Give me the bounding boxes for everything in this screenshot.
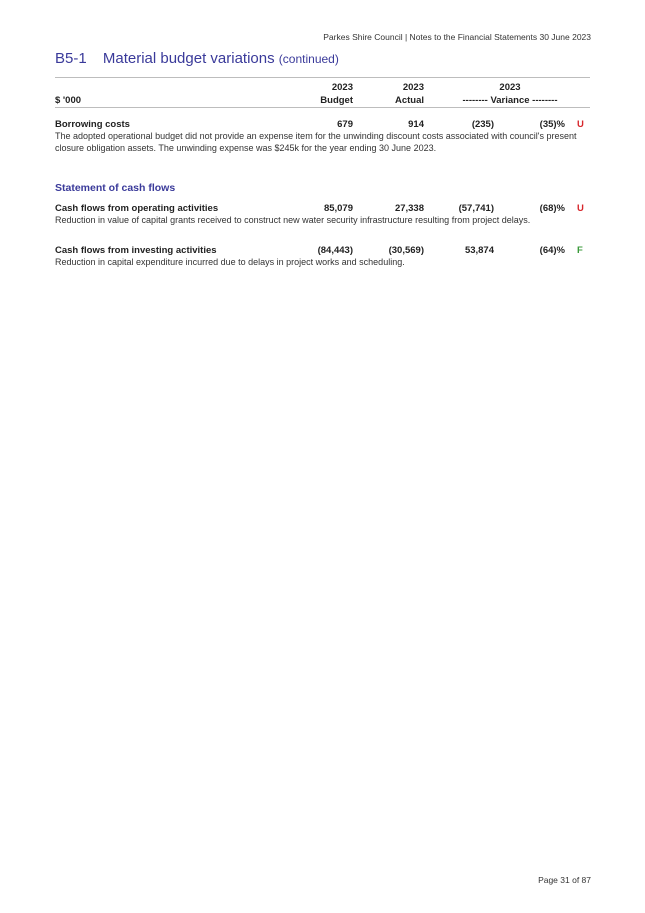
header-bottom-rule	[55, 107, 590, 108]
actual-value: 27,338	[394, 203, 424, 214]
subheading-cash-flows: Statement of cash flows	[55, 182, 176, 194]
budget-header: Budget	[320, 95, 353, 106]
header-top-rule	[55, 77, 590, 78]
section-title	[55, 50, 339, 67]
actual-header: Actual	[394, 95, 424, 106]
row-label-borrowing-costs: Borrowing costs	[55, 119, 130, 130]
budget-year-header: 2023	[331, 82, 353, 93]
variance-header: -------- Variance --------	[462, 95, 558, 106]
favourable-flag: F	[577, 245, 583, 256]
unfavourable-flag: U	[577, 119, 584, 130]
actual-value: (30,569)	[388, 245, 424, 256]
row-label-operating-activities: Cash flows from operating activities	[55, 203, 219, 214]
unfavourable-flag: U	[577, 203, 584, 214]
section-title-suffix: (continued)	[278, 52, 339, 66]
section-number: B5-1	[55, 50, 87, 67]
variance-value: (235)	[471, 119, 494, 130]
unit-label: $ '000	[55, 95, 82, 106]
running-header: Parkes Shire Council | Notes to the Financial Statements 30 June 2023	[323, 32, 591, 42]
row-label-investing-activities: Cash flows from investing activities	[55, 245, 217, 256]
budget-value: 679	[337, 119, 353, 130]
section-title-text: Material budget variations	[102, 50, 275, 67]
variance-note: The adopted operational budget did not provide an expense item for the unwinding discount costs associated with council's present closure obligation assets. The unwinding expense was $245k for the year ending 30 June 2023.	[55, 131, 577, 153]
page-number: Page 31 of 87	[538, 875, 591, 885]
variance-pct: (64)%	[539, 245, 565, 256]
budget-value: 85,079	[323, 203, 353, 214]
budget-value: (84,443)	[317, 245, 353, 256]
variance-note: Reduction in value of capital grants received to construct new water security infrastructure resulting from project delays.	[55, 215, 531, 225]
variance-value: (57,741)	[458, 203, 494, 214]
actual-year-header: 2023	[402, 82, 424, 93]
variance-note: Reduction in capital expenditure incurred due to delays in project works and scheduling.	[55, 257, 405, 267]
variance-value: 53,874	[464, 245, 494, 256]
variance-pct: (68)%	[539, 203, 565, 214]
variance-pct: (35)%	[539, 119, 565, 130]
variance-year-header: 2023	[499, 82, 521, 93]
actual-value: 914	[408, 119, 424, 130]
